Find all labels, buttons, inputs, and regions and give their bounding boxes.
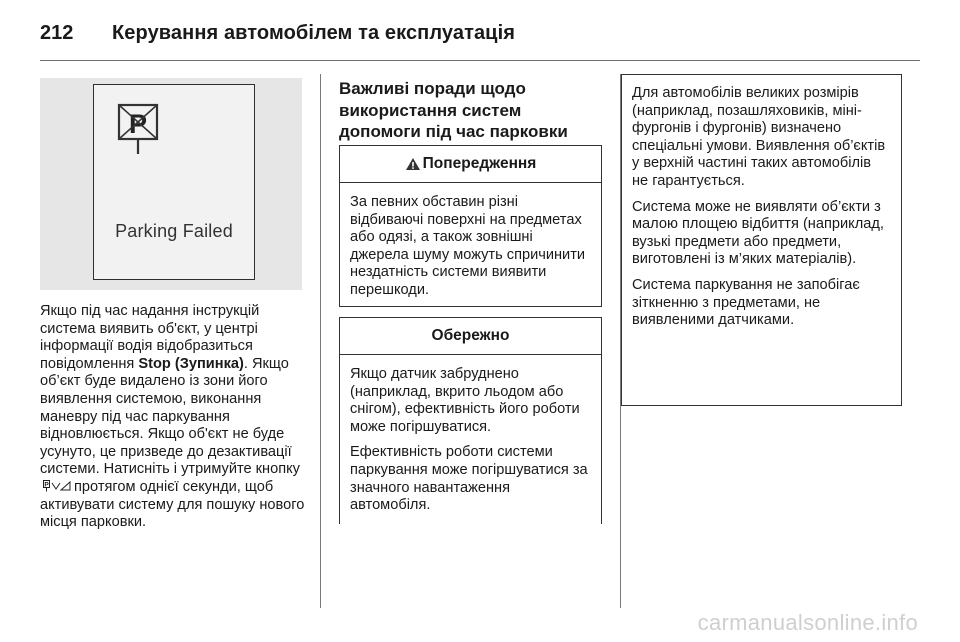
svg-text:P: P — [44, 481, 49, 489]
caution-title: Обережно — [431, 327, 510, 344]
page-number: 212 — [40, 22, 74, 44]
warning-title: Попередження — [422, 155, 537, 172]
col1-text-after: . Якщо об’єкт буде видалено із зони його виявлення системою, виконання маневру під час паркування відновлюється. Якщо об'єкт не буде усунуто, це призведе до дезактивації системи. Натисніть і утримуйте кнопку — [40, 355, 300, 478]
warning-header — [340, 146, 601, 183]
section-heading: Важливі поради щодо використання систем допомоги під час парковки — [339, 79, 568, 141]
warning-text: За певних обставин різні відбиваючі поверхні на предметах або одязі, а також зовнішні джерела шуму можуть спричинити нездатність системи виявити перешкоди. — [350, 194, 586, 298]
svg-text:P: P — [128, 109, 148, 139]
col1-text-end: протягом однієї секунди, щоб активувати систему для пошуку нового місця парковки. — [40, 478, 305, 531]
stop-message-label: Stop (Зупинка) — [138, 355, 244, 372]
column1-text — [40, 303, 305, 532]
column3-body — [622, 75, 901, 330]
display-message: Parking Failed — [115, 221, 233, 241]
column-divider-left — [320, 74, 321, 608]
header-rule — [40, 60, 920, 61]
parking-failed-icon — [116, 102, 160, 157]
warning-triangle-icon — [405, 157, 421, 171]
display-screen — [93, 84, 255, 280]
watermark: carmanualsonline.info — [697, 610, 918, 635]
col1-text-before: Якщо під час надання інструкцій система виявить об'єкт, у центрі інформації водія відобразиться повідомлення — [40, 303, 260, 372]
caution-paragraph: Ефективність роботи системи паркування може погіршуватися за значного навантаження автомобіля. — [350, 444, 588, 514]
warning-box — [339, 145, 602, 307]
caution-header — [340, 318, 601, 355]
caution-body — [340, 355, 601, 515]
caution-box — [339, 317, 602, 524]
parking-assist-button-icon — [43, 480, 71, 492]
column3-box — [621, 74, 902, 406]
column3-paragraph: Система може не виявляти об’єкти з малою площею відбиття (наприклад, вузькі предмети або предмети, виготовлені із м’яких матеріалів). — [632, 198, 884, 268]
warning-body — [340, 183, 601, 300]
column3-paragraph: Система паркування не запобігає зіткненню з предметами, не виявленими датчиками. — [632, 276, 860, 329]
display-figure — [40, 78, 302, 290]
caution-paragraph: Якщо датчик забруднено (наприклад, вкрито льодом або снігом), ефективність його роботи може погіршуватися. — [350, 366, 580, 435]
column3-paragraph: Для автомобілів великих розмірів (наприклад, позашляховиків, міні-фургонів і фургонів) визначено спеціальні умови. Виявлення об’єктів у верхній частині таких автомобілів не гарантується. — [632, 85, 886, 189]
page-title: Керування автомобілем та експлуатація — [112, 22, 516, 44]
